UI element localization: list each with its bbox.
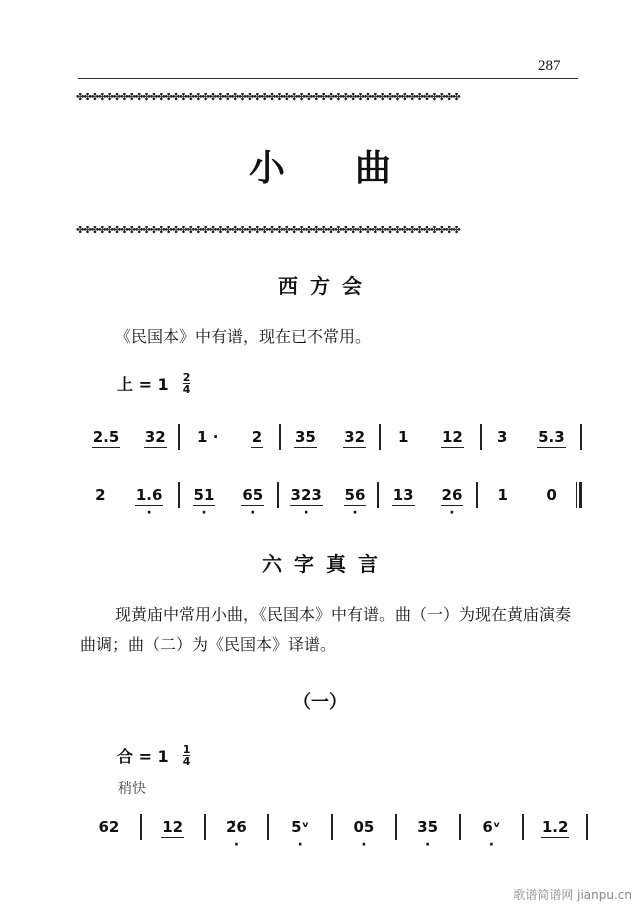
key-label: 合 = 1 (117, 747, 169, 766)
note-group: 56 · (344, 486, 367, 506)
measure (397, 818, 459, 846)
score-row (80, 486, 582, 514)
score-row (78, 818, 588, 846)
note-group: 3 (496, 428, 508, 446)
note-group: 35 (294, 428, 316, 446)
note-group: 12 (162, 818, 184, 836)
note-group: 05 · (352, 818, 375, 836)
note-group: 32 (344, 428, 366, 446)
measure (142, 818, 204, 846)
note-group: 65 · (241, 486, 264, 506)
note-group: 62 (98, 818, 120, 836)
measure (281, 428, 379, 456)
note-group: 1 · (197, 428, 219, 446)
note-group: 2 (95, 486, 106, 504)
watermark: 歌谱简谱网 jianpu.cn (513, 888, 632, 902)
note-group: 13 (392, 486, 414, 504)
time-signature (183, 372, 191, 395)
measure (80, 486, 178, 514)
section-intro-text: 现黄庙中常用小曲，《民国本》中有谱。曲（一）为现在黄庙演奏曲调；曲（二）为《民国本》译谱。 (80, 605, 572, 654)
note-group: 1 (397, 428, 409, 446)
measure (80, 428, 178, 456)
page-number: 287 (538, 58, 561, 74)
section-intro-text: 《民国本》中有谱，现在已不常用。 (115, 327, 372, 346)
note-group: 1 (497, 486, 508, 504)
score-row (80, 428, 582, 456)
time-bottom: 4 (182, 755, 191, 768)
note-group: 12 (441, 428, 463, 446)
note-group: 26 · (441, 486, 464, 506)
ornamental-border-top: ✤✤✤✤✤✤✤✤✤✤✤✤✤✤✤✤✤✤✤✤✤✤✤✤✤✤✤✤✤✤✤✤✤✤✤✤✤✤✤✤✤✤✤✤✤✤✤✤✤✤✤✤ (76, 93, 460, 103)
measure (461, 818, 523, 846)
note-group: 5.3 (538, 428, 565, 446)
measure (180, 486, 278, 514)
measure (180, 428, 278, 456)
measure (206, 818, 268, 846)
measure (279, 486, 377, 514)
measure (482, 428, 580, 456)
measure (379, 486, 477, 514)
note-group: 35 · (416, 818, 439, 836)
header-rule (78, 78, 578, 79)
note-group: 51 · (193, 486, 216, 506)
time-top: 1 (182, 743, 191, 756)
final-barline (576, 482, 582, 508)
measure (269, 818, 331, 846)
barline (580, 424, 582, 450)
section-title-xifanghui: 西方会 (278, 274, 374, 298)
note-group: 2̃6 · (225, 818, 248, 836)
measure (333, 818, 395, 846)
note-group: 5ᵛ · (290, 818, 310, 836)
barline (586, 814, 588, 840)
note-group: 32 (144, 428, 166, 446)
key-label: 上 = 1 (117, 375, 169, 394)
time-signature (183, 744, 191, 767)
note-group: 0 (546, 486, 557, 504)
chapter-title: 小曲 (248, 147, 461, 189)
ornamental-border-bottom: ✤✤✤✤✤✤✤✤✤✤✤✤✤✤✤✤✤✤✤✤✤✤✤✤✤✤✤✤✤✤✤✤✤✤✤✤✤✤✤✤✤✤✤✤✤✤✤✤✤✤✤✤ (76, 226, 460, 236)
note-group: 323 · (290, 486, 323, 506)
section-title-liuzizhenyan: 六字真言 (262, 552, 390, 576)
note-group: 6ᵛ · (481, 818, 501, 836)
key-signature (117, 744, 190, 767)
measure (381, 428, 479, 456)
measure (478, 486, 576, 514)
tempo-marking: 稍快 (118, 781, 146, 797)
note-group: 1.6 · (135, 486, 164, 506)
note-group: 1.2 (541, 818, 569, 836)
note-group: 2.5 (92, 428, 120, 446)
measure (524, 818, 586, 846)
note-group: 2 (251, 428, 263, 446)
key-signature (117, 372, 190, 395)
time-top: 2 (182, 371, 191, 384)
subsection-title: （一） (293, 692, 347, 713)
time-bottom: 4 (182, 383, 191, 396)
measure (78, 818, 140, 846)
